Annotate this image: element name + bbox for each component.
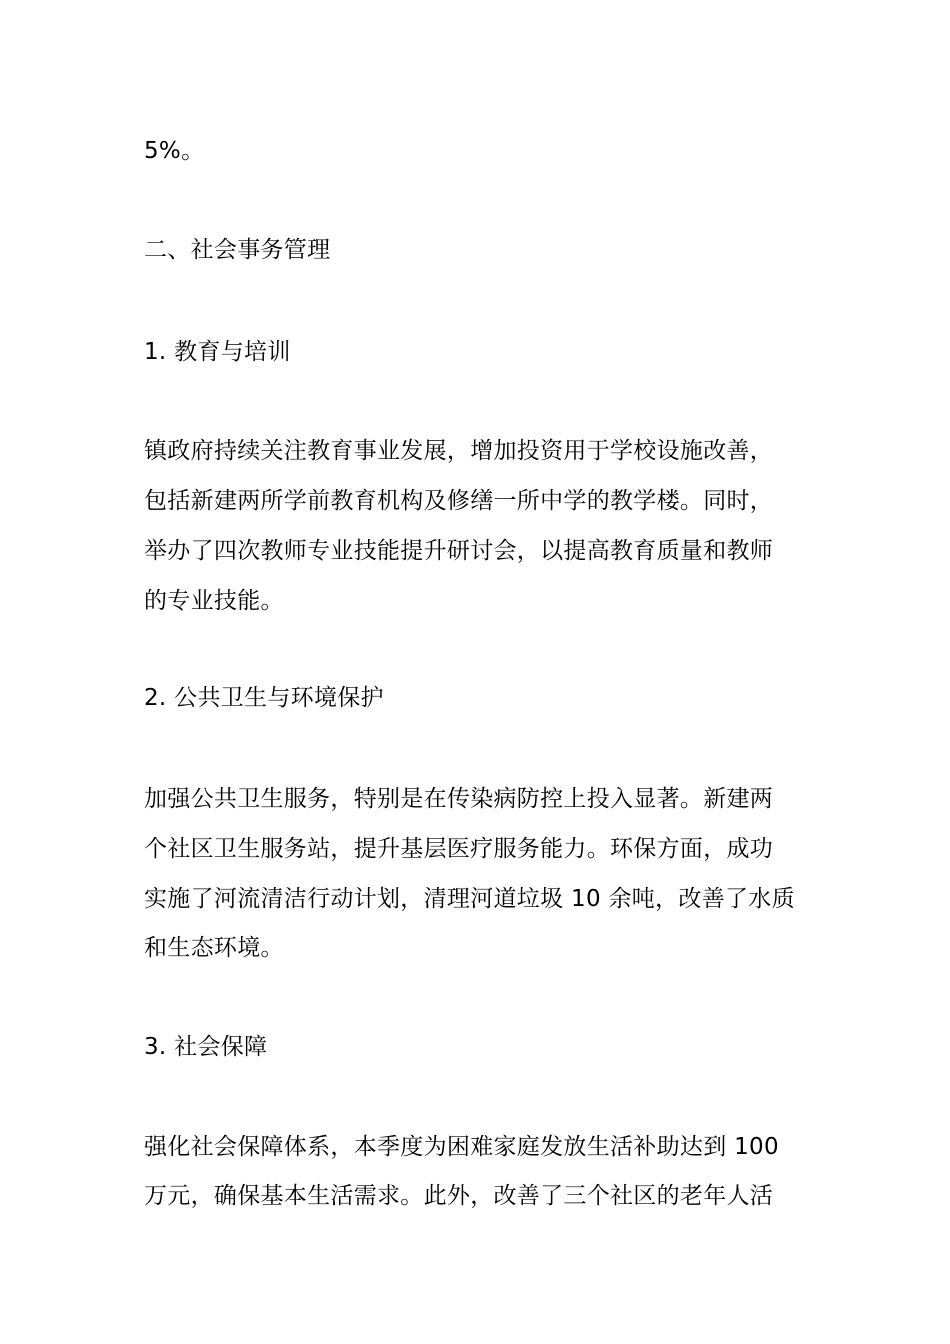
paragraph-line: 镇政府持续关注教育事业发展，增加投资用于学校设施改善， xyxy=(144,438,774,464)
paragraph-line: 万元，确保基本生活需求。此外，改善了三个社区的老年人活 xyxy=(144,1183,774,1209)
paragraph-line: 加强公共卫生服务，特别是在传染病防控上投入显著。新建两 xyxy=(144,786,774,812)
subsection-heading-education: 1. 教育与培训 xyxy=(144,339,291,365)
paragraph-line: 包括新建两所学前教育机构及修缮一所中学的教学楼。同时， xyxy=(144,488,774,514)
subsection-heading-social-security: 3. 社会保障 xyxy=(144,1034,268,1060)
paragraph-line: 和生态环境。 xyxy=(144,935,284,961)
paragraph-line: 个社区卫生服务站，提升基层医疗服务能力。环保方面，成功 xyxy=(144,836,774,862)
paragraph-line: 的专业技能。 xyxy=(144,588,284,614)
text-fragment: 5%。 xyxy=(144,138,205,164)
paragraph-line: 举办了四次教师专业技能提升研讨会，以提高教育质量和教师 xyxy=(144,538,774,564)
section-heading: 二、社会事务管理 xyxy=(144,237,331,263)
paragraph-line: 强化社会保障体系，本季度为困难家庭发放生活补助达到 100 xyxy=(144,1134,779,1160)
paragraph-line: 实施了河流清洁行动计划，清理河道垃圾 10 余吨，改善了水质 xyxy=(144,886,795,912)
subsection-heading-health: 2. 公共卫生与环境保护 xyxy=(144,685,384,711)
